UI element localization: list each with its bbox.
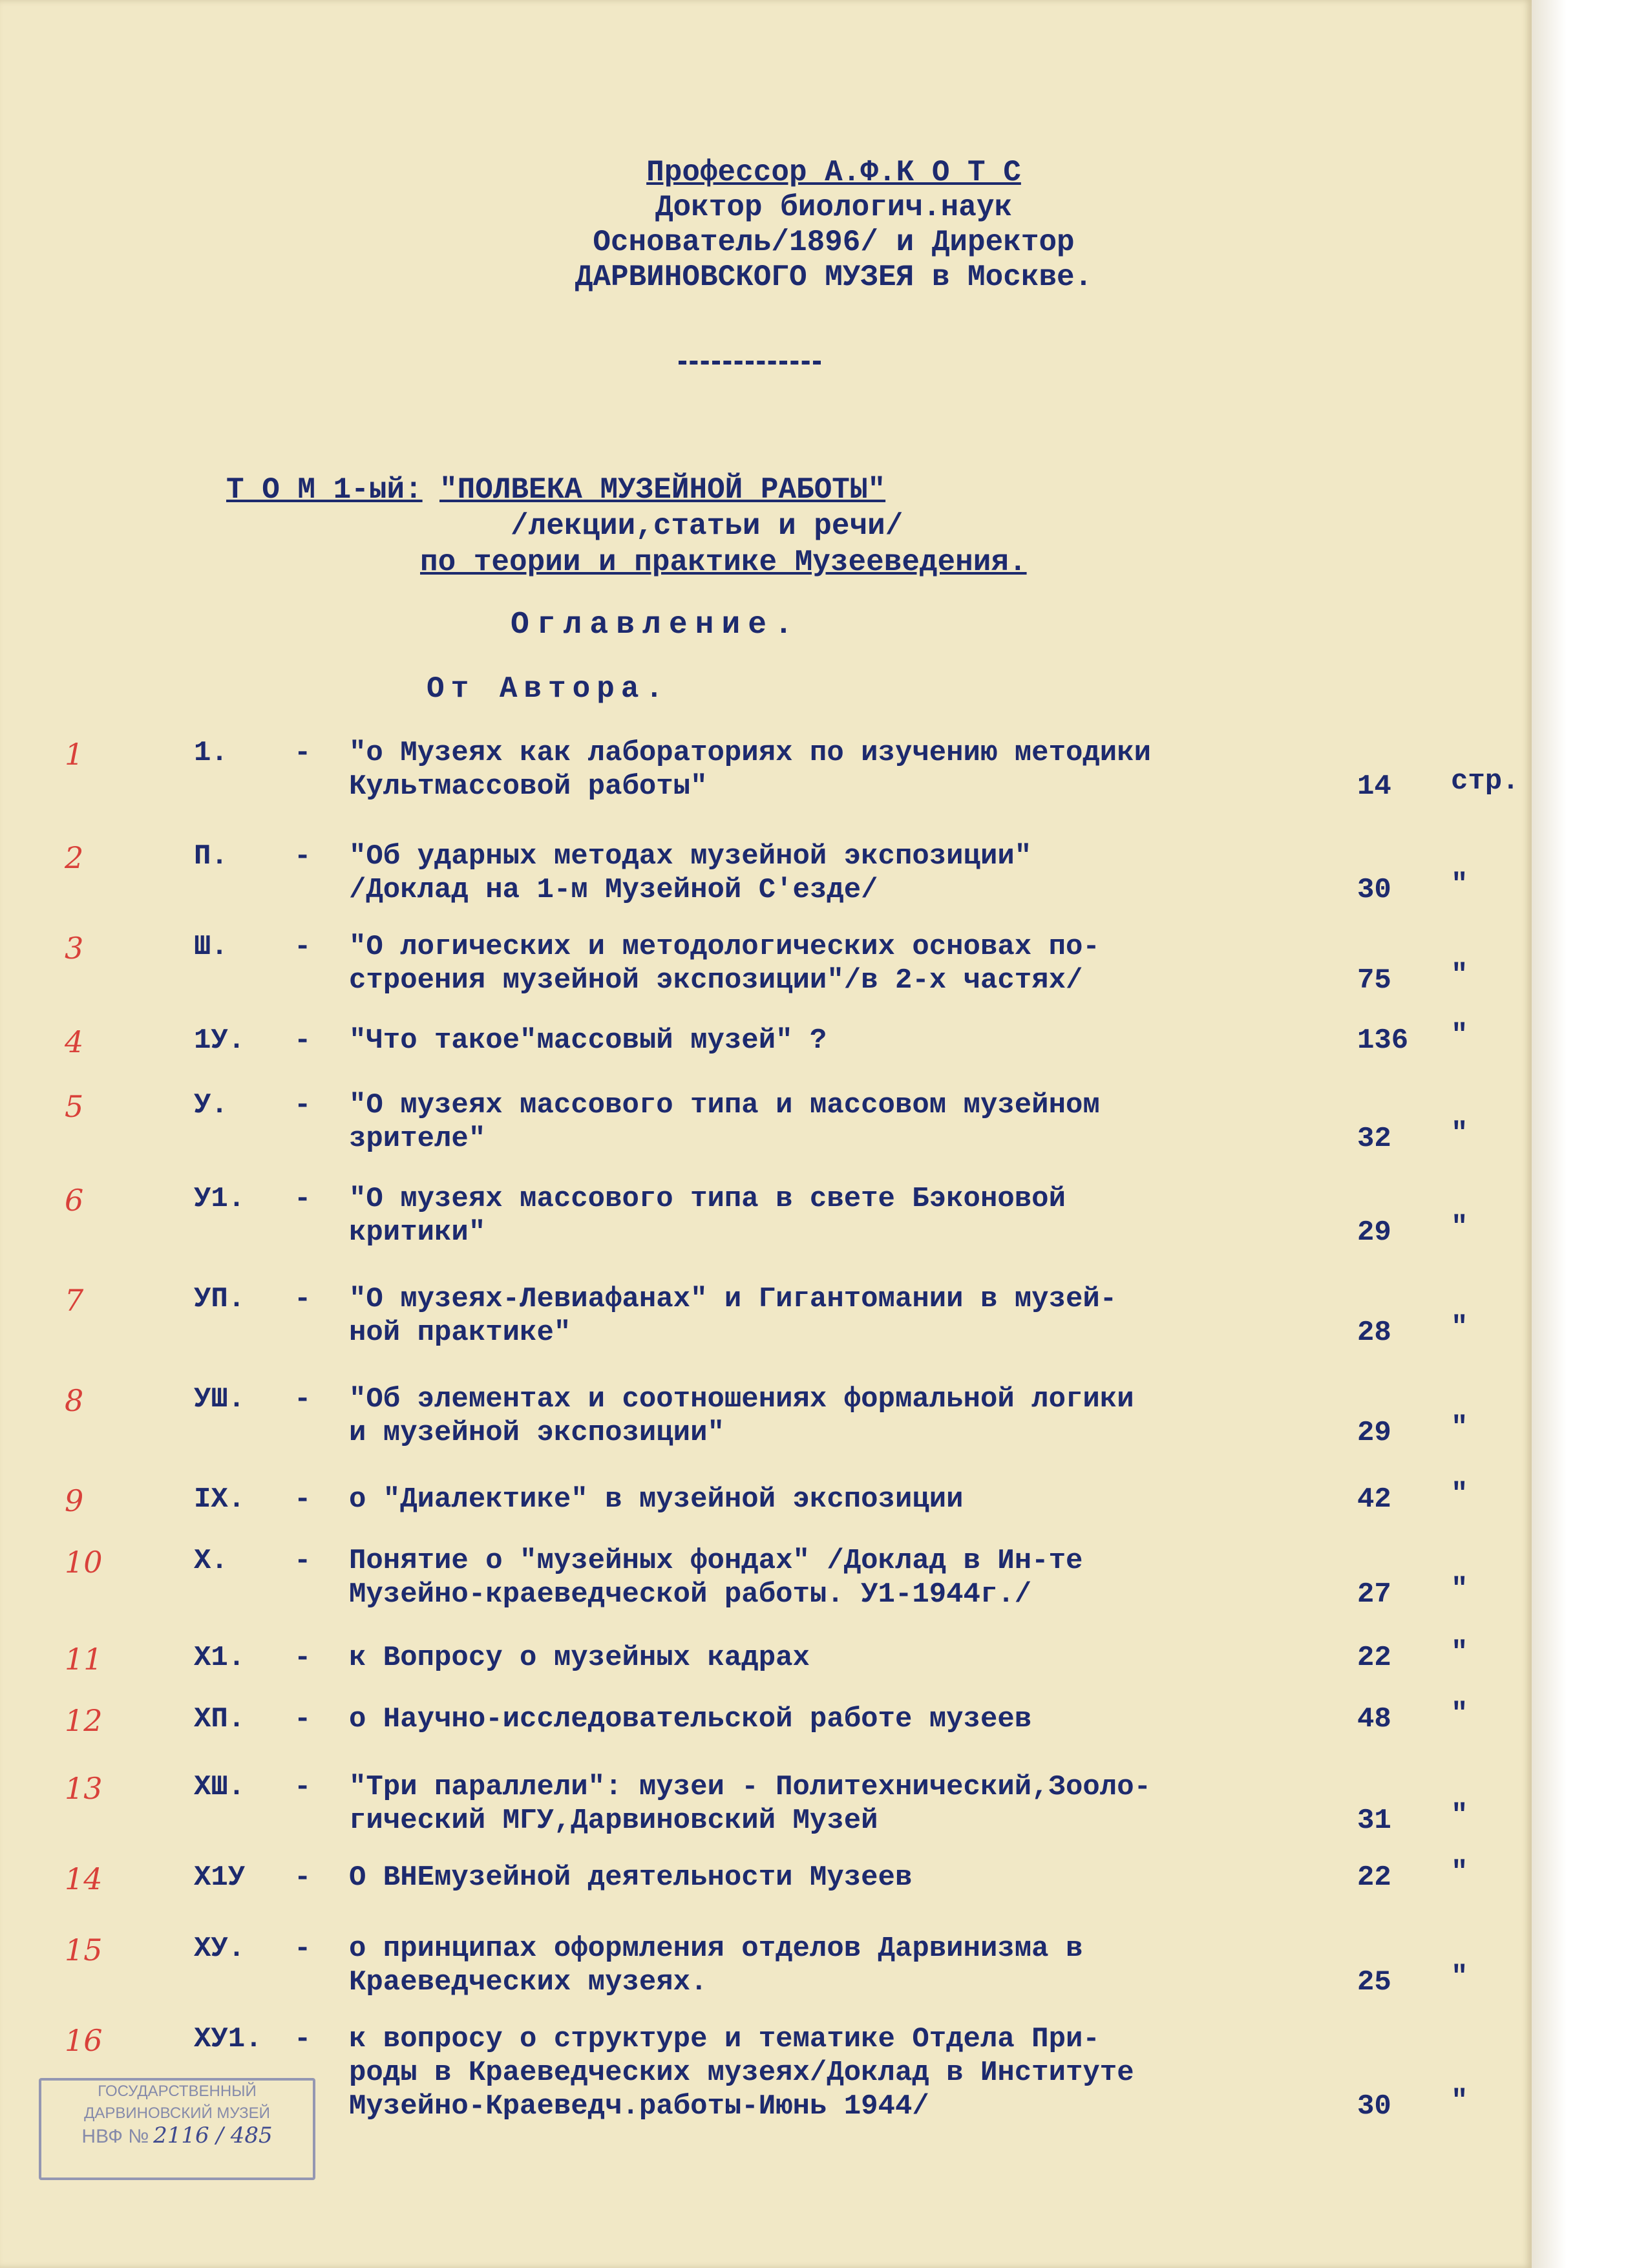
handwritten-number: 6 bbox=[65, 1183, 84, 1218]
entry-page: 30 bbox=[1357, 2090, 1391, 2123]
stamp-inventory-number: 2116 / 485 bbox=[153, 2123, 273, 2148]
entry-title-line: /Доклад на 1-м Музейной С'езде/ bbox=[349, 874, 878, 906]
handwritten-number: 5 bbox=[65, 1089, 84, 1124]
entry-page: 48 bbox=[1357, 1703, 1391, 1735]
entry-number: 1У. bbox=[194, 1024, 246, 1057]
scan-background bbox=[1532, 0, 1648, 2268]
handwritten-number: 10 bbox=[65, 1545, 103, 1580]
entry-title-line: о Научно-исследовательской работе музеев bbox=[349, 1703, 1032, 1735]
entry-page: 136 bbox=[1357, 1024, 1409, 1057]
entry-dash: - bbox=[294, 1483, 312, 1516]
handwritten-number: 16 bbox=[65, 2023, 103, 2058]
handwritten-number: 15 bbox=[65, 1933, 103, 1967]
stamp-line-1: ГОСУДАРСТВЕННЫЙ bbox=[98, 2083, 257, 2100]
entry-page-unit: " bbox=[1451, 959, 1468, 991]
entry-title-line: о "Диалектике" в музейной экспозиции bbox=[349, 1483, 964, 1516]
entry-dash: - bbox=[294, 1383, 312, 1415]
entry-page: 22 bbox=[1357, 1642, 1391, 1674]
entry-title-line: "Об ударных методах музейной экспозиции" bbox=[349, 840, 1032, 873]
entry-page: 28 bbox=[1357, 1317, 1391, 1349]
handwritten-number: 2 bbox=[65, 840, 84, 875]
entry-number: Х1. bbox=[194, 1642, 246, 1674]
entry-title-line: гический МГУ,Дарвиновский Музей bbox=[349, 1805, 878, 1837]
entry-title-line: зрителе" bbox=[349, 1123, 486, 1155]
entry-dash: - bbox=[294, 1642, 312, 1674]
volume-label: Т О М 1-ый: bbox=[226, 473, 423, 507]
entry-page: 31 bbox=[1357, 1805, 1391, 1837]
entry-page: 27 bbox=[1357, 1578, 1391, 1611]
entry-dash: - bbox=[294, 1703, 312, 1735]
entry-page-unit: " bbox=[1451, 1799, 1468, 1832]
handwritten-number: 1 bbox=[65, 737, 84, 772]
entry-page: 32 bbox=[1357, 1123, 1391, 1155]
entry-title-line: строения музейной экспозиции"/в 2-х частях/ bbox=[349, 964, 1083, 997]
entry-title-line: о принципах оформления отделов Дарвинизма в bbox=[349, 1933, 1083, 1965]
entry-number: ХП. bbox=[194, 1703, 246, 1735]
volume-title: "ПОЛВЕКА МУЗЕЙНОЙ РАБОТЫ" bbox=[439, 473, 886, 507]
entry-page-unit: стр. bbox=[1451, 765, 1519, 798]
entry-title-line: "Три параллели": музеи - Политехнический,Зооло- bbox=[349, 1771, 1152, 1803]
entry-page-unit: " bbox=[1451, 1856, 1468, 1889]
entry-dash: - bbox=[294, 1933, 312, 1965]
divider bbox=[679, 355, 821, 365]
entry-title-line: Музейно-Краеведч.работы-Июнь 1944/ bbox=[349, 2090, 929, 2123]
entry-page-unit: " bbox=[1451, 1211, 1468, 1244]
entry-dash: - bbox=[294, 1024, 312, 1057]
entry-page: 22 bbox=[1357, 1861, 1391, 1894]
entry-dash: - bbox=[294, 840, 312, 873]
entry-title-line: "О логических и методологических основах по- bbox=[349, 931, 1100, 963]
entry-page-unit: " bbox=[1451, 1961, 1468, 1993]
entry-title-line: "О музеях массового типа и массовом музейном bbox=[349, 1089, 1100, 1121]
volume-subtitle: /лекции,статьи и речи/ bbox=[511, 509, 903, 543]
entry-title-line: "Что такое"массовый музей" ? bbox=[349, 1024, 827, 1057]
author-header bbox=[414, 155, 1254, 295]
entry-page-unit: " bbox=[1451, 1118, 1468, 1150]
entry-dash: - bbox=[294, 1183, 312, 1215]
entry-page-unit: " bbox=[1451, 1412, 1468, 1444]
entry-page-unit: " bbox=[1451, 1019, 1468, 1052]
entry-dash: - bbox=[294, 2023, 312, 2055]
entry-title-line: Культмассовой работы" bbox=[349, 770, 708, 803]
entry-page-unit: " bbox=[1451, 1311, 1468, 1344]
handwritten-number: 7 bbox=[65, 1283, 84, 1318]
stamp-line-3: НВФ № bbox=[81, 2126, 149, 2147]
entry-page: 42 bbox=[1357, 1483, 1391, 1516]
entry-dash: - bbox=[294, 1089, 312, 1121]
entry-number: 1. bbox=[194, 737, 228, 769]
handwritten-number: 14 bbox=[65, 1861, 103, 1896]
entry-number: Х1У bbox=[194, 1861, 246, 1894]
entry-title-line: критики" bbox=[349, 1216, 486, 1249]
entry-title-line: к Вопросу о музейных кадрах bbox=[349, 1642, 810, 1674]
entry-page: 25 bbox=[1357, 1966, 1391, 1998]
entry-page-unit: " bbox=[1451, 1573, 1468, 1606]
handwritten-number: 13 bbox=[65, 1771, 103, 1806]
entry-number: ХУ1. bbox=[194, 2023, 262, 2055]
stamp-line-2: ДАРВИНОВСКИЙ МУЗЕЙ bbox=[84, 2104, 270, 2122]
entry-page-unit: " bbox=[1451, 2085, 1468, 2117]
entry-page-unit: " bbox=[1451, 1637, 1468, 1669]
entry-title-line: Понятие о "музейных фондах" /Доклад в Ин-те bbox=[349, 1545, 1083, 1577]
entry-number: Х. bbox=[194, 1545, 228, 1577]
entry-title-line: "Об элементах и соотношениях формальной логики bbox=[349, 1383, 1134, 1415]
entry-number: IX. bbox=[194, 1483, 246, 1516]
entry-number: ХУ. bbox=[194, 1933, 246, 1965]
entry-page-unit: " bbox=[1451, 1698, 1468, 1730]
handwritten-number: 9 bbox=[65, 1483, 84, 1518]
entry-number: У. bbox=[194, 1089, 228, 1121]
entry-title-line: роды в Краеведческих музеях/Доклад в Институте bbox=[349, 2057, 1134, 2089]
author-role: Основатель/1896/ и Директор bbox=[593, 226, 1075, 259]
contents-title: Оглавление. bbox=[511, 608, 801, 642]
entry-page-unit: " bbox=[1451, 869, 1468, 901]
entry-title-line: О ВНЕмузейной деятельности Музеев bbox=[349, 1861, 913, 1894]
entry-number: П. bbox=[194, 840, 228, 873]
entry-dash: - bbox=[294, 737, 312, 769]
entry-page: 30 bbox=[1357, 874, 1391, 906]
entry-number: УП. bbox=[194, 1283, 246, 1315]
volume-subject: по теории и практике Музееведения. bbox=[420, 546, 1027, 579]
entry-page: 14 bbox=[1357, 770, 1391, 803]
entry-title-line: "о Музеях как лабораториях по изучению методики bbox=[349, 737, 1152, 769]
entry-title-line: "О музеях-Левиафанах" и Гигантомании в музей- bbox=[349, 1283, 1117, 1315]
author-name: Профессор А.Ф.К О Т С bbox=[646, 156, 1021, 189]
handwritten-number: 3 bbox=[65, 931, 84, 966]
entry-dash: - bbox=[294, 931, 312, 963]
entry-title-line: к вопросу о структуре и тематике Отдела При- bbox=[349, 2023, 1100, 2055]
entry-title-line: "О музеях массового типа в свете Бэконовой bbox=[349, 1183, 1066, 1215]
handwritten-number: 4 bbox=[65, 1024, 84, 1059]
entry-number: Ш. bbox=[194, 931, 228, 963]
author-degree: Доктор биологич.наук bbox=[655, 191, 1013, 224]
entry-dash: - bbox=[294, 1771, 312, 1803]
museum-name: ДАРВИНОВСКОГО МУЗЕЯ в Москве. bbox=[575, 260, 1093, 294]
entry-title-line: и музейной экспозиции" bbox=[349, 1417, 724, 1449]
entry-dash: - bbox=[294, 1283, 312, 1315]
entry-dash: - bbox=[294, 1545, 312, 1577]
entry-dash: - bbox=[294, 1861, 312, 1894]
entry-page: 29 bbox=[1357, 1216, 1391, 1249]
entry-number: У1. bbox=[194, 1183, 246, 1215]
entry-page: 75 bbox=[1357, 964, 1391, 997]
entry-page-unit: " bbox=[1451, 1478, 1468, 1510]
handwritten-number: 12 bbox=[65, 1703, 103, 1738]
entry-number: УШ. bbox=[194, 1383, 246, 1415]
from-author: От Автора. bbox=[427, 672, 670, 706]
handwritten-number: 8 bbox=[65, 1383, 84, 1418]
entry-title-line: Краеведческих музеях. bbox=[349, 1966, 708, 1998]
entry-page: 29 bbox=[1357, 1417, 1391, 1449]
entry-number: ХШ. bbox=[194, 1771, 246, 1803]
museum-stamp bbox=[39, 2078, 315, 2180]
entry-title-line: ной практике" bbox=[349, 1317, 571, 1349]
handwritten-number: 11 bbox=[65, 1642, 103, 1677]
entry-title-line: Музейно-краеведческой работы. У1-1944г./ bbox=[349, 1578, 1032, 1611]
